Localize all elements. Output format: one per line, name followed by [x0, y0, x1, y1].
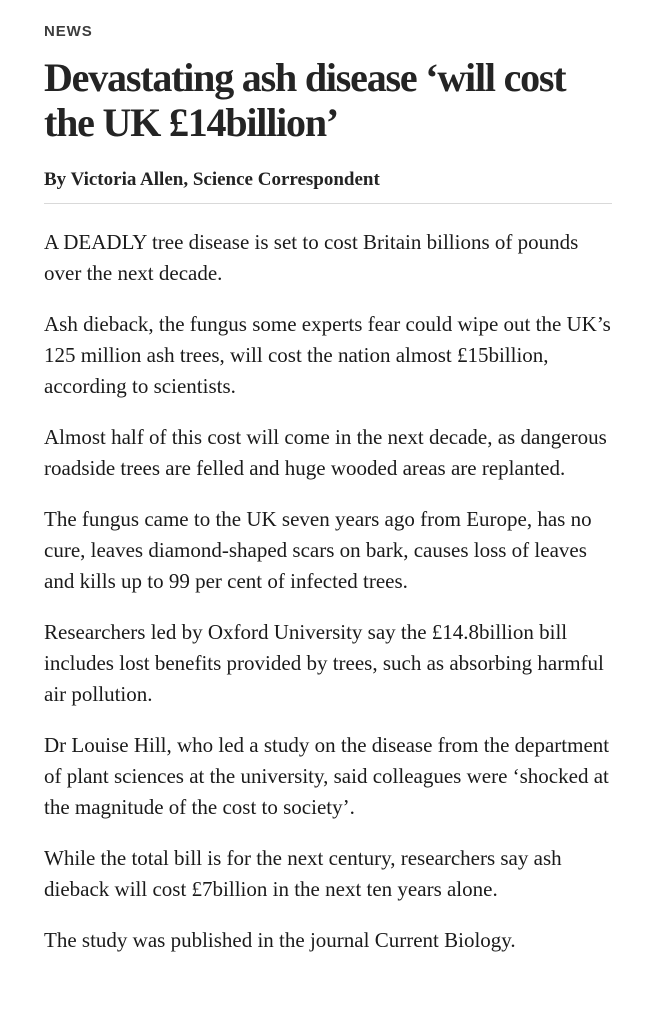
article-paragraph: The fungus came to the UK seven years ago from Europe, has no cure, leaves diamond-shaped scars on bark, causes loss of leaves and kills up to 99 per cent of infected trees.	[44, 507, 592, 593]
article-paragraph: Almost half of this cost will come in the next decade, as dangerous roadside trees are felled and huge wooded areas are replanted.	[44, 425, 607, 480]
article-paragraph: Ash dieback, the fungus some experts fear could wipe out the UK’s 125 million ash trees, will cost the nation almost £15billion, according to scientists.	[44, 312, 611, 398]
article-body	[44, 227, 612, 956]
article-paragraph: Researchers led by Oxford University say the £14.8billion bill includes lost benefits provided by trees, such as absorbing harmful air pollution.	[44, 620, 604, 706]
article-paragraph: While the total bill is for the next century, researchers say ash dieback will cost £7billion in the next ten years alone.	[44, 846, 562, 901]
article-paragraph: Dr Louise Hill, who led a study on the disease from the department of plant sciences at the university, said colleagues were ‘shocked at the magnitude of the cost to society’.	[44, 733, 610, 819]
article-headline: Devastating ash disease ‘will cost the UK £14billion’	[44, 55, 566, 145]
article-paragraph: The study was published in the journal Current Biology.	[44, 928, 516, 952]
divider-rule	[44, 203, 612, 204]
section-kicker: NEWS	[44, 23, 93, 40]
article-byline: By Victoria Allen, Science Correspondent	[44, 169, 380, 190]
article-paragraph: A DEADLY tree disease is set to cost Britain billions of pounds over the next decade.	[44, 230, 579, 285]
